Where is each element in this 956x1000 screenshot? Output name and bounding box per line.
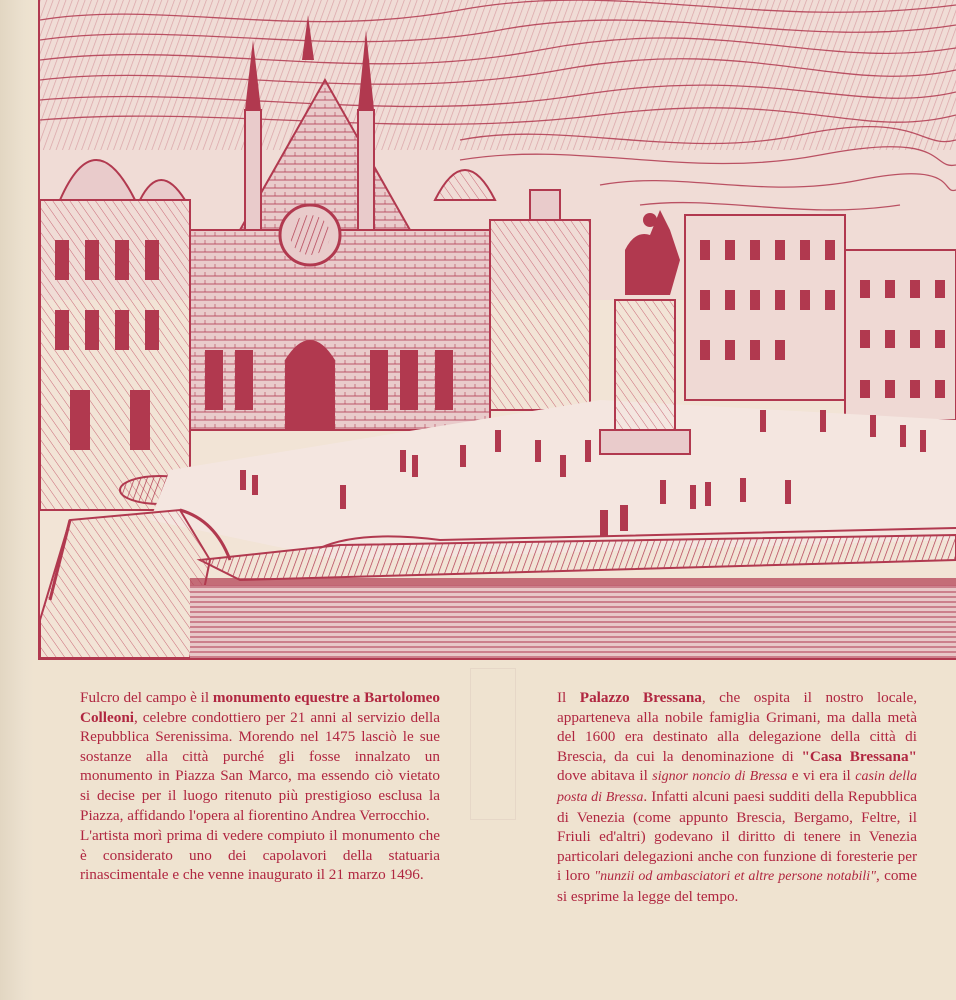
scuola-building: [40, 160, 200, 510]
text-run: Fulcro del campo è il: [80, 689, 213, 706]
engraving-illustration: [38, 0, 956, 660]
italic-quote: "nunzii od ambasciatori et altre persone notabili": [594, 869, 877, 885]
text-run: , celebre condottiero per 21 anni al servizio della Repubblica Serenissima. Morendo nel 1475 lasciò le sue sostanze alla città purché gli fosse innalzato un monumento in Piazza San Marco, ma essendo ciò vietato si decise per il luogo ritenuto più prestigioso esclusa la Piazza, affidando l'opera al fiorentino Andrea Verrocchio.: [80, 708, 440, 824]
right-text-column: [557, 688, 917, 907]
palazzo-paragraph: [557, 688, 917, 907]
italic-quote: signor noncio di Bressa: [652, 769, 788, 785]
page-edge: [0, 0, 34, 1000]
text-run: Il: [557, 689, 580, 706]
text-run: , come si esprime la legge del tempo.: [557, 867, 917, 905]
text-run: , che ospita il nostro locale, apparteneva alla nobile famiglia Grimani, ma dalla metà del 1600 era destinato alla delegazione della città di Brescia, da cui la denominazione di: [557, 689, 917, 765]
left-text-column: [80, 688, 440, 885]
artist-paragraph: L'artista morì prima di vedere compiuto il monumento che è considerato uno dei capolavori della statuaria rinascimentale e che venne inaugurato il 21 marzo 1496.: [80, 827, 440, 884]
canal-water: [190, 585, 956, 658]
text-run: . Infatti alcuni paesi sudditi della Repubblica di Venezia (come appunto Brescia, Bergamo, Feltre, il Friuli ed'altri) godevano il diritto di tenere in Venezia particolari delegazioni anche con funzione di foresterie per i loro: [557, 787, 917, 885]
colleoni-paragraph: [80, 688, 440, 825]
bleed-through-mark: [470, 668, 516, 820]
text-run: e vi era il: [787, 767, 856, 785]
palazzo-name: Palazzo Bressana: [579, 689, 702, 706]
monument-name: monumento equestre a Bartolomeo Colleoni: [80, 689, 441, 726]
text-run: dove abitava il: [557, 767, 653, 785]
italic-quote: casin della posta di Bressa: [557, 769, 918, 805]
casa-bressana-name: "Casa Bressana": [801, 747, 917, 765]
